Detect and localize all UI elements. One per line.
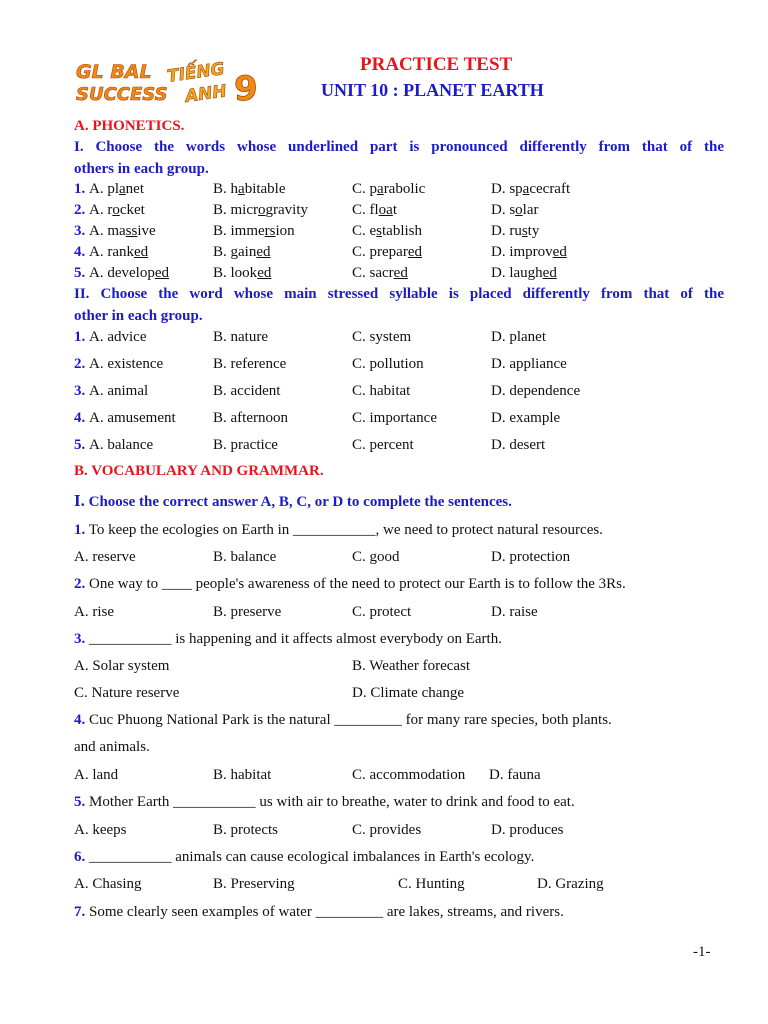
question-number: 1. [74,522,86,538]
question-stem: 7. Some clearly seen examples of water _________ are lakes, streams, and rivers. [74,904,564,920]
option-b: B. immersion [213,223,295,239]
underlined-part: a [377,181,384,197]
page-title: PRACTICE TEST [360,54,513,75]
answer-options [74,820,724,840]
option-a: 1. A. advice [74,329,147,345]
question-stem: 5. Mother Earth ___________ us with air to breathe, water to drink and food to eat. [74,794,575,810]
option-b: B. afternoon [213,410,288,426]
option-b: B. looked [213,265,272,281]
option-b: B. microgravity [213,202,308,218]
underlined-part: s [521,223,528,239]
option-c: C. system [352,329,412,345]
option-d: D. spacecraft [491,181,571,197]
question-number: 3. [74,383,89,399]
answer-options [74,547,724,567]
underlined-part: ed [257,265,272,281]
question-stem: 2. One way to ____ people's awareness of the need to protect our Earth is to follow the 3Rs. [74,576,626,592]
answer-options [74,656,724,676]
option-a: 5. A. developed [74,265,169,281]
question-number: 5. [74,437,89,453]
question-number: 5. [74,265,89,281]
question-stem: 4. Cuc Phuong National Park is the natural _________ for many rare species, both plants. [74,712,612,728]
underlined-part: a [238,181,245,197]
answer-option: A. Chasing [74,876,142,892]
option-a: 4. A. ranked [74,244,149,260]
underlined-part: ed [154,265,169,281]
underlined-part: ed [393,265,408,281]
stress-row [74,354,724,374]
question-number: 5. [74,794,86,810]
option-d: D. dependence [491,383,581,399]
question-number: 2. [74,202,89,218]
underlined-part: o [258,202,266,218]
answer-option: A. Solar system [74,658,170,674]
question-stem: 3. ___________ is happening and it affects almost everybody on Earth. [74,631,502,647]
answer-option: D. protection [491,549,571,565]
option-c: C. prepared [352,244,422,260]
underlined-part: a [119,181,126,197]
answer-option: B. Weather forecast [352,658,471,674]
option-d: D. rusty [491,223,540,239]
answer-option: C. accommodation [352,767,466,783]
logo-tieng-text: TIẾNG [165,59,226,87]
option-d: D. laughed [491,265,557,281]
answer-option: C. provides [352,822,422,838]
answer-option: D. Climate change [352,685,465,701]
question-number: 4. [74,712,86,728]
option-c: C. pollution [352,356,424,372]
underlined-part: o [112,202,120,218]
option-a: 4. A. amusement [74,410,176,426]
answer-options [74,602,724,622]
logo-global-text: GL BAL [76,61,152,83]
question-number: 2. [74,356,89,372]
answer-option: B. habitat [213,767,272,783]
question-number: 1. [74,329,89,345]
option-b: B. nature [213,329,268,345]
answer-options [74,765,724,785]
answer-options [74,683,724,703]
part2-instruction [74,283,724,327]
answer-option: C. good [352,549,400,565]
answer-option: C. protect [352,604,412,620]
answer-option: C. Nature reserve [74,685,180,701]
option-b: B. reference [213,356,287,372]
instruction-roman: I. [74,491,85,510]
section-b-instruction [74,490,512,513]
option-a: 3. A. animal [74,383,149,399]
logo-anh-text: ANH [183,81,228,107]
phonetics-row [74,263,724,283]
page-subtitle: UNIT 10 : PLANET EARTH [321,80,544,100]
section-b-heading: B. VOCABULARY AND GRAMMAR. [74,463,324,479]
option-d: D. example [491,410,561,426]
option-b: B. accident [213,383,281,399]
answer-option: D. raise [491,604,538,620]
stress-row [74,408,724,428]
underlined-part: ed [552,244,567,260]
stress-row [74,381,724,401]
question-stem: 1. To keep the ecologies on Earth in ___________, we need to protect natural resources. [74,522,603,538]
answer-option: A. keeps [74,822,127,838]
answer-options [74,874,724,894]
option-a: 3. A. massive [74,223,156,239]
phonetics-row [74,242,724,262]
logo-grade-text: 9 [234,69,258,108]
logo [74,58,274,108]
underlined-part: rs [264,223,276,239]
question-stem-continued: and animals. [74,739,150,755]
part1-instruction-line2: others in each group. [74,161,209,177]
logo-success-text: SUCCESS [76,84,168,105]
option-c: C. importance [352,410,437,426]
underlined-part: ed [407,244,422,260]
option-c: C. establish [352,223,423,239]
option-d: D. desert [491,437,546,453]
option-d: D. planet [491,329,546,345]
question-number: 2. [74,576,86,592]
underlined-part: s [376,223,383,239]
underlined-part: ed [134,244,149,260]
question-stem: 6. ___________ animals can cause ecological imbalances in Earth's ecology. [74,849,535,865]
answer-option: D. Grazing [537,876,604,892]
part1-instruction-line1: I. Choose the words whose underlined part is pronounced differently from that of the [74,139,724,155]
option-a: 5. A. balance [74,437,154,453]
underlined-part: a [522,181,530,197]
answer-option: A. land [74,767,119,783]
section-a-heading: A. PHONETICS. [74,118,185,134]
part1-instruction [74,136,724,180]
page-number: -1- [693,944,711,960]
option-c: C. percent [352,437,414,453]
option-c: C. float [352,202,398,218]
option-a: 2. A. rocket [74,202,145,218]
question-number: 4. [74,244,89,260]
underlined-part: ed [542,265,557,281]
option-d: D. appliance [491,356,567,372]
underlined-part: ss [125,223,138,239]
question-number: 7. [74,904,86,920]
underlined-part: oa [378,202,393,218]
option-a: 2. A. existence [74,356,164,372]
stress-row [74,435,724,455]
phonetics-row [74,221,724,241]
option-c: C. parabolic [352,181,426,197]
option-b: B. gained [213,244,271,260]
phonetics-row [74,179,724,199]
answer-option: B. Preserving [213,876,295,892]
answer-option: B. balance [213,549,277,565]
underlined-part: o [515,202,523,218]
answer-option: D. produces [491,822,564,838]
instruction-text: Choose the correct answer A, B, C, or D to complete the sentences. [84,494,512,510]
phonetics-row [74,200,724,220]
option-c: C. sacred [352,265,408,281]
answer-option: A. rise [74,604,114,620]
answer-option: A. reserve [74,549,136,565]
question-number: 4. [74,410,89,426]
part2-instruction-line2: other in each group. [74,308,203,324]
answer-option: C. Hunting [398,876,465,892]
option-b: B. habitable [213,181,286,197]
option-d: D. solar [491,202,539,218]
question-number: 3. [74,223,89,239]
question-number: 6. [74,849,86,865]
underlined-part: ed [256,244,271,260]
question-number: 1. [74,181,89,197]
stress-row [74,327,724,347]
option-b: B. practice [213,437,278,453]
option-a: 1. A. planet [74,181,144,197]
answer-option: D. fauna [489,767,541,783]
option-c: C. habitat [352,383,411,399]
question-number: 3. [74,631,86,647]
answer-option: B. preserve [213,604,282,620]
option-d: D. improved [491,244,567,260]
answer-option: B. protects [213,822,278,838]
part2-instruction-line1: II. Choose the word whose main stressed syllable is placed differently from that of the [74,286,724,302]
